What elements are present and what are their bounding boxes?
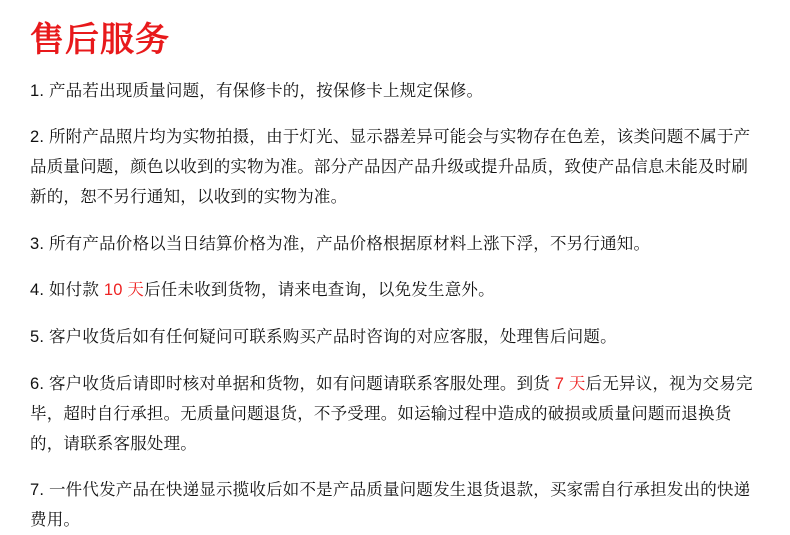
service-term-item	[30, 275, 760, 305]
service-term-number: 7.	[30, 481, 45, 500]
service-term-number: 3.	[30, 234, 45, 253]
service-term-number: 2.	[30, 128, 45, 147]
service-term-item	[30, 369, 760, 459]
service-term-item	[30, 322, 760, 352]
service-term-number: 5.	[30, 327, 45, 346]
service-term-item	[30, 76, 760, 106]
service-term-number: 6.	[30, 374, 45, 393]
service-term-text: 如付款	[48, 281, 104, 300]
service-terms-list	[30, 76, 760, 535]
service-term-number: 4.	[30, 281, 45, 300]
service-term-item	[30, 475, 760, 535]
service-term-text: 客户收货后如有任何疑问可联系购买产品时咨询的对应客服，处理售后问题。	[48, 327, 617, 346]
page-title: 售后服务	[30, 22, 170, 59]
service-term-text: 一件代发产品在快递显示揽收后如不是产品质量问题发生退货退款，买家需自行承担发出的快递费用。	[30, 481, 751, 530]
service-term-text: 所有产品价格以当日结算价格为准，产品价格根据原材料上涨下浮，不另行通知。	[48, 234, 651, 253]
service-term-text: 客户收货后请即时核对单据和货物，如有问题请联系客服处理。到货	[48, 374, 555, 393]
service-term-text: 所附产品照片均为实物拍摄，由于灯光、显示器差异可能会与实物存在色差，该类问题不属于产品质量问题，颜色以收到的实物为准。部分产品因产品升级或提升品质，致使产品信息未能及时刷新的，恕不另行通知，以收到的实物为准。	[30, 128, 751, 207]
service-term-highlight: 10 天	[103, 281, 145, 300]
service-term-text: 产品若出现质量问题，有保修卡的，按保修卡上规定保修。	[48, 81, 484, 100]
service-term-highlight: 7 天	[554, 374, 586, 393]
service-term-item	[30, 122, 760, 212]
service-term-text: 后无异议，视为交易完毕，超时自行承担。无质量问题退货，不予受理。如运输过程中造成的破损或质量问题而退换货的，请联系客服处理。	[30, 374, 753, 453]
service-term-number: 1.	[30, 81, 45, 100]
service-term-text: 后任未收到货物，请来电查询，以免发生意外。	[144, 281, 495, 300]
service-term-item	[30, 229, 760, 259]
